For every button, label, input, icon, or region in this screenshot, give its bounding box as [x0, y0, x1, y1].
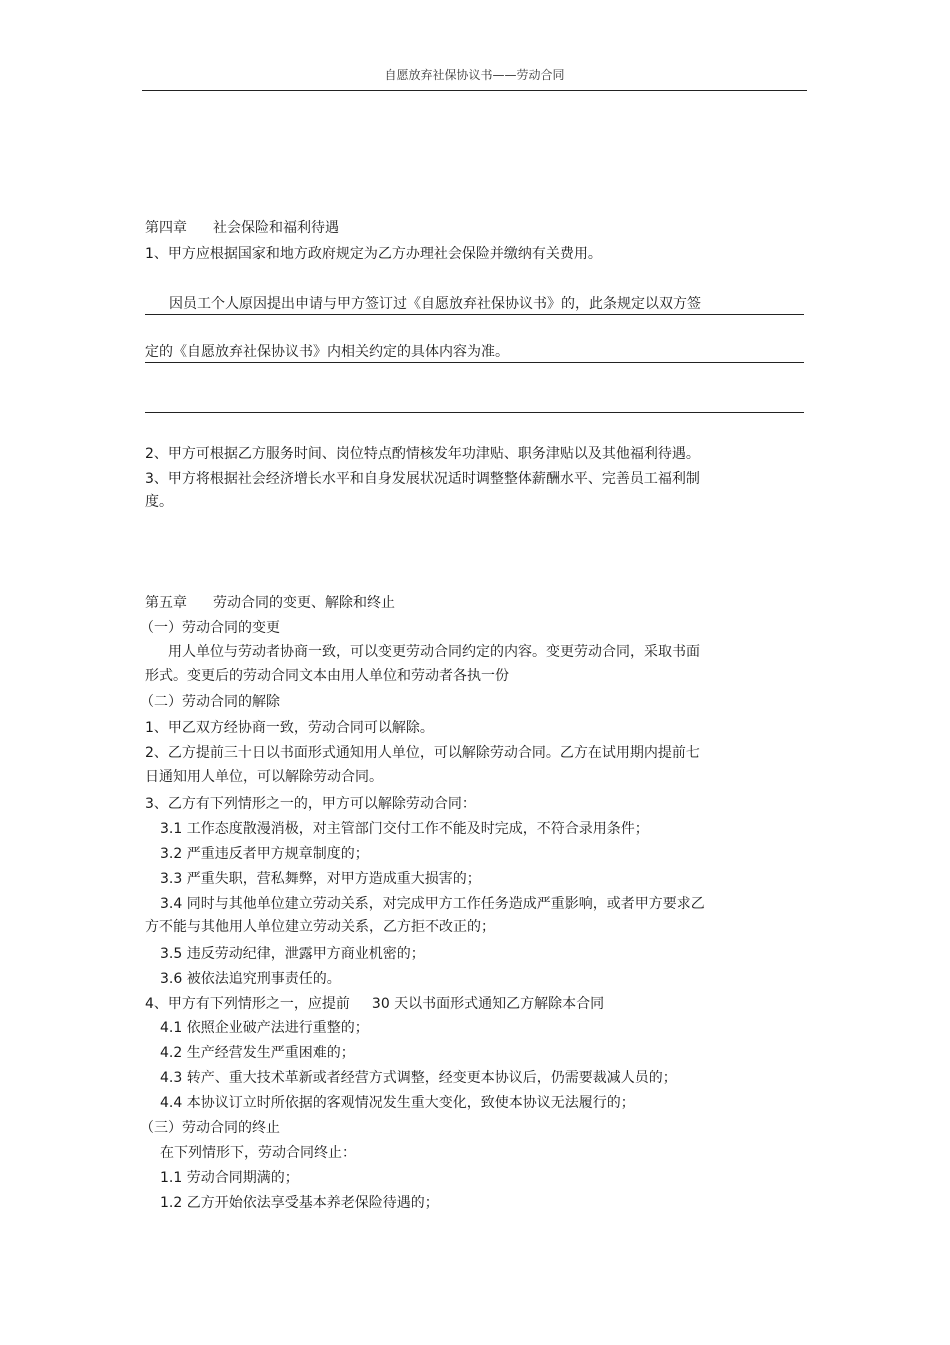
item-4-1: 4.1 依照企业破产法进行重整的； [160, 1020, 369, 1036]
chapter-5-heading [145, 593, 395, 613]
item-3-1: 3.1 工作态度散漫消极，对主管部门交付工作不能及时完成，不符合录用条件； [160, 821, 649, 837]
item-4-2: 4.2 生产经营发生严重困难的； [160, 1045, 355, 1061]
section-2-title: （二）劳动合同的解除 [140, 694, 280, 710]
termination-item-1: 1、甲乙双方经协商一致，劳动合同可以解除。 [145, 720, 434, 736]
item-3-2: 3.2 严重违反者甲方规章制度的； [160, 846, 369, 862]
item-4-3: 4.3 转产、重大技术革新或者经营方式调整，经变更本协议后，仍需要裁减人员的； [160, 1070, 677, 1086]
section-1-para-line2: 形式。变更后的劳动合同文本由用人单位和劳动者各执一份 [145, 668, 509, 684]
ch4-item-1: 1、甲方应根据国家和地方政府规定为乙方办理社会保险并缴纳有关费用。 [145, 246, 602, 262]
item-3-4-line2: 方不能与其他用人单位建立劳动关系，乙方拒不改正的； [145, 919, 495, 935]
item-4-tail: 30 天以书面形式通知乙方解除本合同 [371, 996, 605, 1012]
item-3-4-line1: 3.4 同时与其他单位建立劳动关系，对完成甲方工作任务造成严重影响，或者甲方要求乙 [160, 896, 705, 912]
item-4-4: 4.4 本协议订立时所依据的客观情况发生重大变化，致使本协议无法履行的； [160, 1095, 635, 1111]
chapter-5-number: 第五章 [145, 595, 187, 611]
ch4-item-2: 2、甲方可根据乙方服务时间、岗位特点酌情核发年功津贴、职务津贴以及其他福利待遇。 [145, 446, 700, 462]
section-1-title: （一）劳动合同的变更 [140, 620, 280, 636]
end-item-1-1: 1.1 劳动合同期满的； [160, 1170, 299, 1186]
end-item-1-2: 1.2 乙方开始依法享受基本养老保险待遇的； [160, 1195, 439, 1211]
item-3-6: 3.6 被依法追究刑事责任的。 [160, 971, 341, 987]
termination-item-2-line1: 2、乙方提前三十日以书面形式通知用人单位，可以解除劳动合同。乙方在试用期内提前七 [145, 745, 700, 761]
ch4-item-3-line2: 度。 [145, 494, 173, 510]
termination-item-2-line2: 日通知用人单位，可以解除劳动合同。 [145, 769, 383, 785]
chapter-4-title: 社会保险和福利待遇 [213, 220, 339, 236]
section-3-title: （三）劳动合同的终止 [140, 1120, 280, 1136]
fill-in-line-2: 定的《自愿放弃社保协议书》内相关约定的具体内容为准。 [145, 342, 804, 363]
fill-in-line-1: 因员工个人原因提出申请与甲方签订过《自愿放弃社保协议书》的，此条规定以双方签 [145, 294, 804, 315]
section-1-para-line1: 用人单位与劳动者协商一致，可以变更劳动合同约定的内容。变更劳动合同，采取书面 [168, 644, 700, 660]
item-3-3: 3.3 严重失职，营私舞弊，对甲方造成重大损害的； [160, 871, 481, 887]
header-rule [142, 90, 807, 91]
chapter-4-heading [145, 218, 339, 238]
item-4-lead: 4、甲方有下列情形之一，应提前 [145, 996, 350, 1012]
chapter-5-title: 劳动合同的变更、解除和终止 [213, 595, 395, 611]
blank-fill-line [145, 412, 804, 413]
termination-item-4 [145, 994, 604, 1014]
item-3-5: 3.5 违反劳动纪律，泄露甲方商业机密的； [160, 946, 425, 962]
termination-item-3: 3、乙方有下列情形之一的，甲方可以解除劳动合同： [145, 796, 476, 812]
section-3-intro: 在下列情形下，劳动合同终止： [160, 1145, 356, 1161]
ch4-item-3-line1: 3、甲方将根据社会经济增长水平和自身发展状况适时调整整体薪酬水平、完善员工福利制 [145, 471, 700, 487]
running-header: 自愿放弃社保协议书——劳动合同 [384, 68, 565, 82]
chapter-4-number: 第四章 [145, 220, 187, 236]
